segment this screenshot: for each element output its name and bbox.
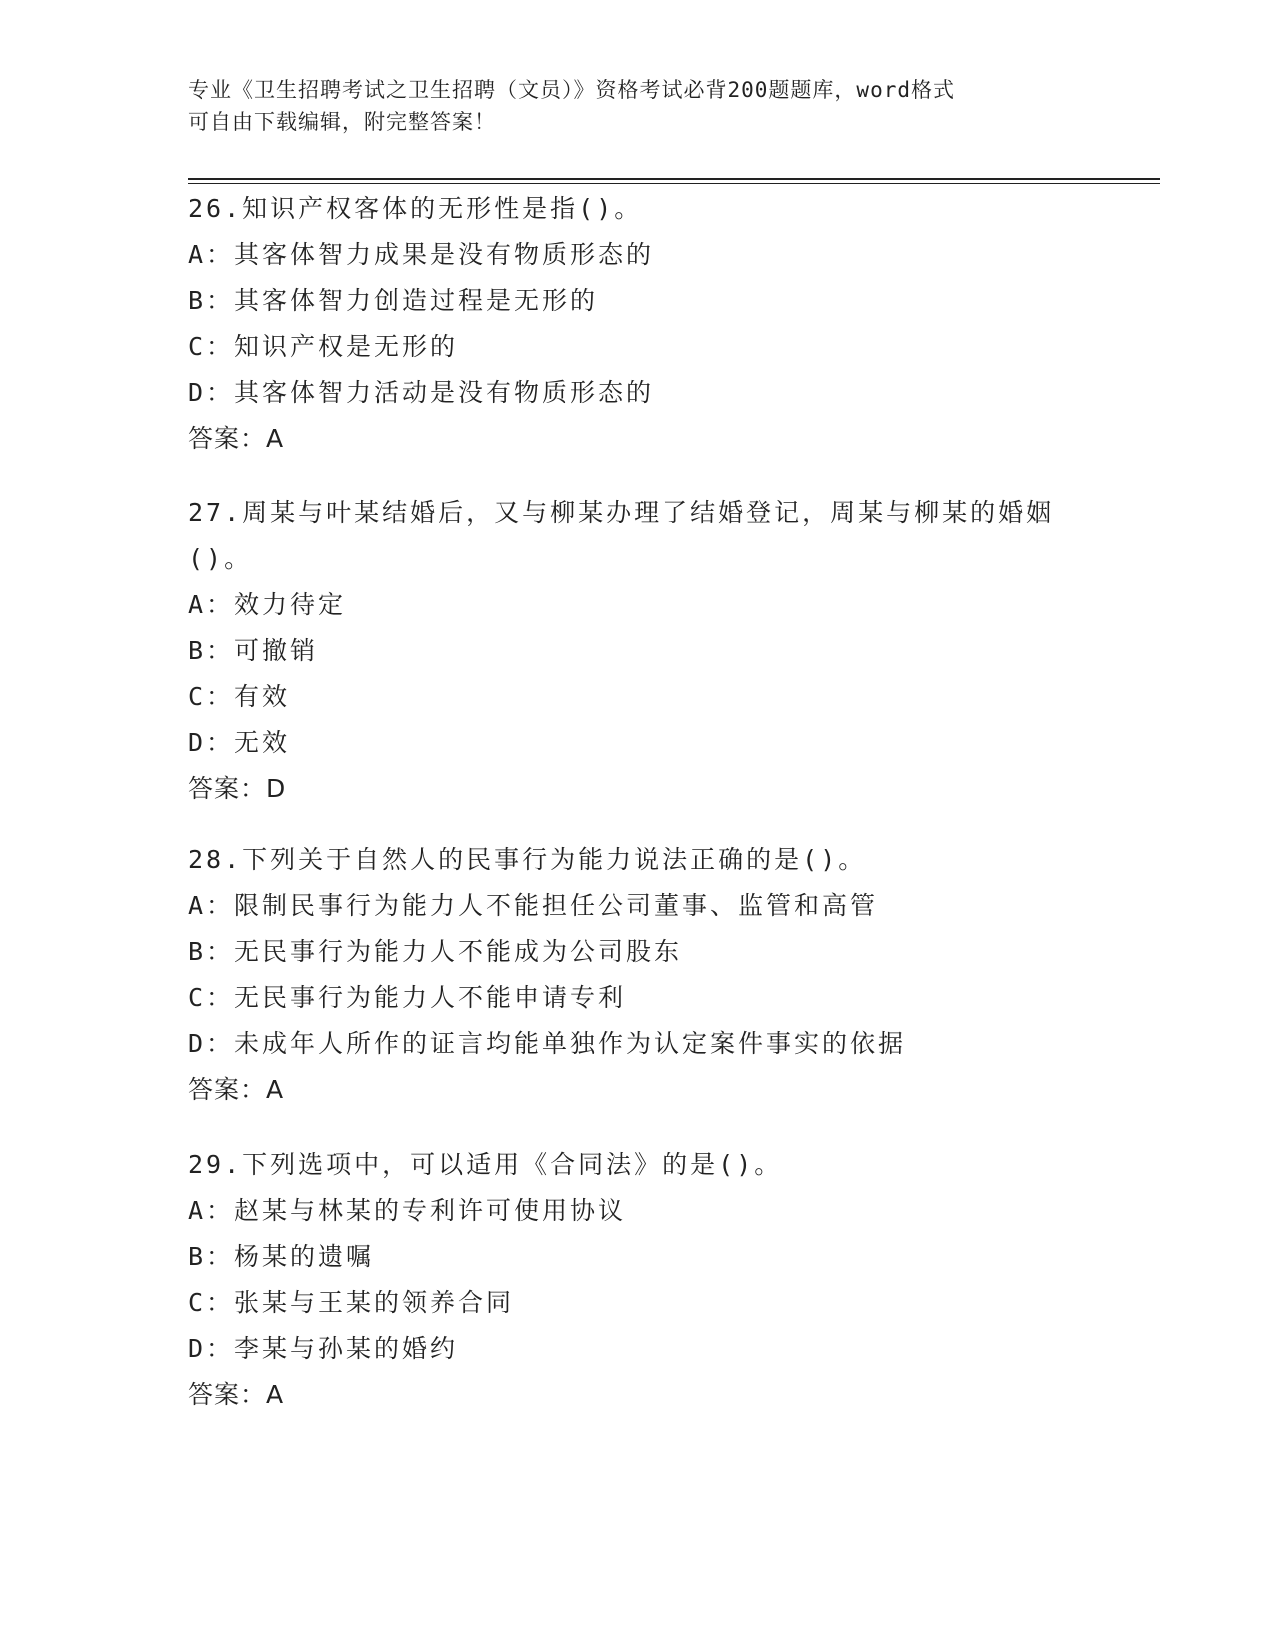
- option-d: D：其客体智力活动是没有物质形态的: [188, 378, 655, 407]
- header-divider-thin: [188, 183, 1160, 184]
- option-c: C：无民事行为能力人不能申请专利: [188, 983, 627, 1012]
- answer-label: 答案：A: [188, 1380, 285, 1409]
- option-b: B：可撤销: [188, 636, 319, 665]
- question-26: [188, 186, 748, 462]
- answer-label: 答案：A: [188, 1075, 285, 1104]
- header-line-2: 可自由下载编辑，附完整答案！: [188, 110, 496, 134]
- question-stem: 26.知识产权客体的无形性是指()。: [188, 194, 643, 223]
- option-a: A：限制民事行为能力人不能担任公司董事、监管和高管: [188, 891, 879, 920]
- option-b: B：无民事行为能力人不能成为公司股东: [188, 937, 683, 966]
- header-line-1: 专业《卫生招聘考试之卫生招聘（文员）》资格考试必背200题题库，word格式: [188, 78, 955, 102]
- question-stem: 27.周某与叶某结婚后，又与柳某办理了结婚登记，周某与柳某的婚姻()。: [188, 498, 1055, 573]
- option-a: A：效力待定: [188, 590, 347, 619]
- option-c: C：有效: [188, 682, 291, 711]
- option-d: D：未成年人所作的证言均能单独作为认定案件事实的依据: [188, 1029, 907, 1058]
- question-stem: 28.下列关于自然人的民事行为能力说法正确的是()。: [188, 845, 867, 874]
- answer-label: 答案：A: [188, 424, 285, 453]
- option-b: B：其客体智力创造过程是无形的: [188, 286, 599, 315]
- question-29: [188, 1142, 1088, 1418]
- option-d: D：无效: [188, 728, 291, 757]
- option-d: D：李某与孙某的婚约: [188, 1334, 459, 1363]
- answer-label: 答案：D: [188, 774, 287, 803]
- option-c: C：知识产权是无形的: [188, 332, 459, 361]
- option-a: A：赵某与林某的专利许可使用协议: [188, 1196, 627, 1225]
- option-b: B：杨某的遗嘱: [188, 1242, 375, 1271]
- header-divider-thick: [188, 178, 1160, 180]
- question-27: [188, 490, 1058, 812]
- question-stem: 29.下列选项中，可以适用《合同法》的是()。: [188, 1150, 783, 1179]
- option-c: C：张某与王某的领养合同: [188, 1288, 515, 1317]
- option-a: A：其客体智力成果是没有物质形态的: [188, 240, 655, 269]
- document-header: [188, 74, 1088, 138]
- question-28: [188, 837, 1088, 1113]
